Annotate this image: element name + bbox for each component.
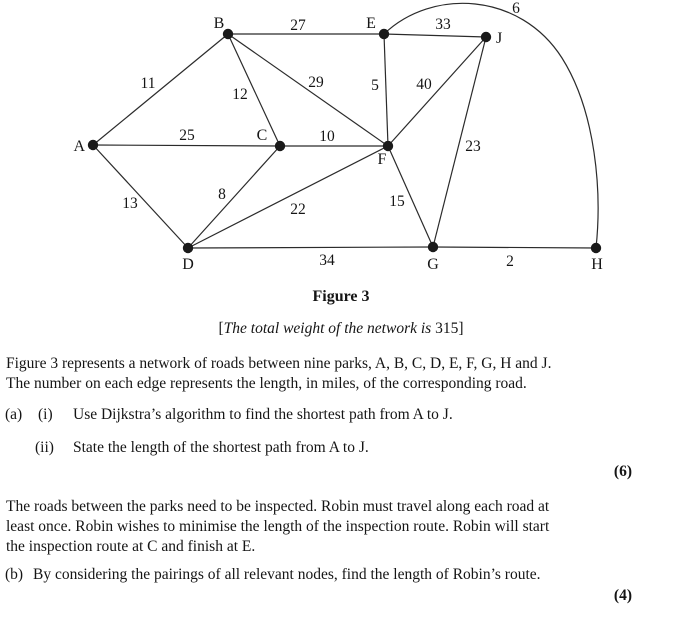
network-diagram bbox=[0, 0, 682, 284]
edge-weight-BF: 29 bbox=[308, 74, 324, 91]
edge-FJ bbox=[388, 37, 486, 146]
part-b-label: (b) bbox=[5, 566, 24, 583]
edge-weight-EH: 6 bbox=[512, 0, 520, 17]
part-a-ii-text: State the length of the shortest path from A to J. bbox=[73, 439, 369, 456]
edge-CD bbox=[188, 146, 280, 248]
edge-weight-CF: 10 bbox=[319, 128, 335, 145]
node-label-J: J bbox=[496, 30, 503, 47]
node-dot-F bbox=[383, 141, 393, 151]
node-label-F: F bbox=[377, 151, 387, 168]
figure-note-close: 315] bbox=[435, 320, 464, 337]
edge-EJ bbox=[384, 34, 486, 37]
node-dot-C bbox=[275, 141, 285, 151]
edge-weight-EJ: 33 bbox=[435, 16, 451, 33]
edge-weight-AB: 11 bbox=[140, 75, 156, 92]
node-label-B: B bbox=[213, 15, 225, 32]
node-label-E: E bbox=[366, 15, 376, 32]
node-dot-E bbox=[379, 29, 389, 39]
edge-AC bbox=[93, 145, 280, 146]
intro-line-1: Figure 3 represents a network of roads between nine parks, A, B, C, D, E, F, G, H and J. bbox=[6, 355, 552, 372]
part-b-text: By considering the pairings of all relevant nodes, find the length of Robin’s route. bbox=[33, 566, 541, 583]
part-a-i-text: Use Dijkstra’s algorithm to find the shortest path from A to J. bbox=[73, 406, 453, 423]
edge-weight-EF: 5 bbox=[371, 77, 379, 94]
edge-weight-BE: 27 bbox=[290, 17, 306, 34]
edge-AB bbox=[93, 34, 228, 145]
node-dot-A bbox=[88, 140, 98, 150]
figure-note-open: [ bbox=[218, 320, 224, 337]
edge-EH bbox=[384, 3, 598, 248]
node-dot-D bbox=[183, 243, 193, 253]
edge-weight-BC: 12 bbox=[232, 86, 248, 103]
edge-weight-DF: 22 bbox=[290, 201, 306, 218]
edge-weight-CD: 8 bbox=[218, 186, 226, 203]
edge-weight-AC: 25 bbox=[179, 127, 195, 144]
edge-weight-GH: 2 bbox=[506, 253, 514, 270]
figure-caption: Figure 3 bbox=[312, 288, 370, 305]
figure-note bbox=[0, 320, 682, 338]
intro-line-2: The number on each edge represents the length, in miles, of the corresponding road. bbox=[6, 374, 527, 392]
part-a-i-label: (i) bbox=[38, 406, 53, 423]
inspection-line-3: the inspection route at C and finish at E. bbox=[6, 538, 256, 555]
edge-weight-AD: 13 bbox=[122, 195, 138, 212]
node-label-G: G bbox=[427, 256, 439, 273]
edge-GH bbox=[433, 247, 596, 248]
node-label-H: H bbox=[591, 256, 603, 273]
part-a-label: (a) bbox=[5, 406, 23, 423]
part-a-marks: (6) bbox=[613, 463, 632, 480]
edge-weight-FJ: 40 bbox=[416, 76, 432, 93]
intro-paragraph bbox=[6, 354, 551, 393]
node-dot-J bbox=[481, 32, 491, 42]
node-label-A: A bbox=[73, 138, 85, 155]
edge-DG bbox=[188, 247, 433, 248]
figure-note-italic: The total weight of the network is bbox=[223, 320, 436, 337]
node-dot-G bbox=[428, 242, 438, 252]
part-a-ii-label: (ii) bbox=[35, 439, 54, 456]
node-dot-B bbox=[223, 29, 233, 39]
inspection-line-2: least once. Robin wishes to minimise the length of the inspection route. Robin will start bbox=[6, 518, 550, 535]
node-dot-H bbox=[591, 243, 601, 253]
edge-AD bbox=[93, 145, 188, 248]
node-label-D: D bbox=[182, 256, 194, 273]
part-b-marks: (4) bbox=[613, 587, 632, 604]
edge-weight-GJ: 23 bbox=[465, 138, 481, 155]
inspection-line-1: The roads between the parks need to be inspected. Robin must travel along each road at bbox=[6, 498, 550, 515]
edge-weight-DG: 34 bbox=[319, 252, 335, 269]
inspection-paragraph bbox=[6, 497, 549, 557]
edge-EF bbox=[384, 34, 388, 146]
node-label-C: C bbox=[256, 127, 268, 144]
edge-weight-FG: 15 bbox=[389, 193, 405, 210]
